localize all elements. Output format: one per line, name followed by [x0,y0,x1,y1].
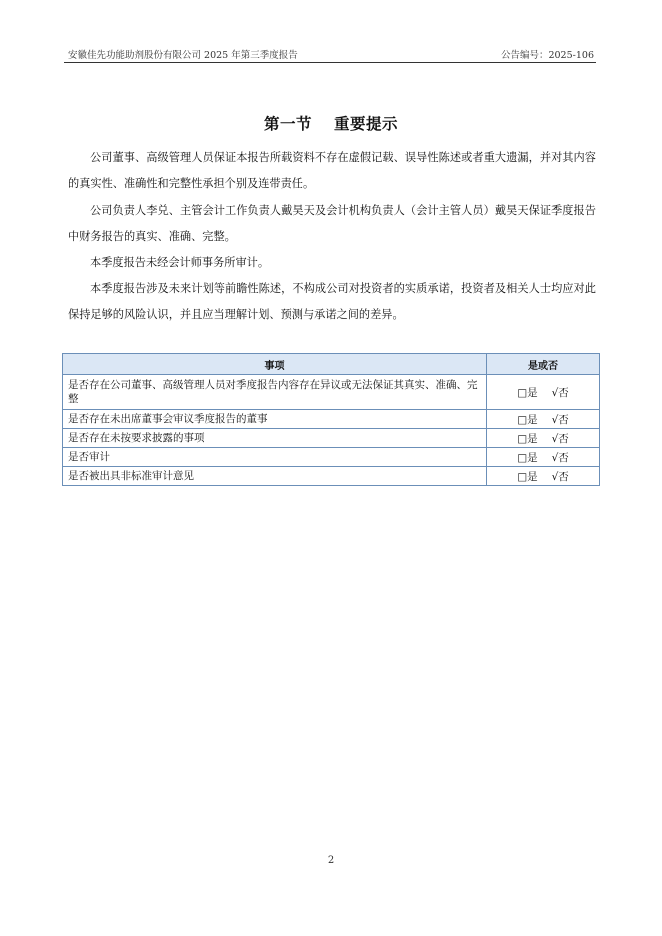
header-report-title: 安徽佳先功能助剂股份有限公司 2025 年第三季度报告 [68,50,298,61]
yes-checkbox: □是 [517,451,538,464]
no-checkmark: √否 [551,413,569,426]
table-row [63,448,600,467]
yes-checkbox: □是 [517,432,538,445]
row-item: 是否被出具非标准审计意见 [63,467,487,486]
row-item: 是否存在未按要求披露的事项 [63,429,487,448]
header-yes-no: 是或否 [487,354,600,375]
table-row [63,410,600,429]
no-checkmark: √否 [551,470,569,483]
table-row [63,467,600,486]
no-checkmark: √否 [551,432,569,445]
section-title [0,112,662,134]
row-item: 是否存在未出席董事会审议季度报告的董事 [63,410,487,429]
no-checkmark: √否 [551,386,569,399]
no-checkmark: √否 [551,451,569,464]
yes-checkbox: □是 [517,470,538,483]
row-item: 是否存在公司董事、高级管理人员对季度报告内容存在异议或无法保证其真实、准确、完整 [63,375,487,410]
yes-checkbox: □是 [517,386,538,399]
yes-checkbox: □是 [517,413,538,426]
header-item: 事项 [63,354,487,375]
row-item: 是否审计 [63,448,487,467]
paragraph-unaudited: 本季度报告未经会计师事务所审计。 [90,256,270,269]
page-number: 2 [327,855,335,866]
row-answer [487,467,600,486]
row-answer [487,448,600,467]
table-row [63,375,600,410]
paragraph-financial-guarantee: 公司负责人李兑、主管会计工作负责人戴昊天及会计机构负责人（会计主管人员）戴昊天保证季度报告中财务报告的真实、准确、完整。 [68,204,596,243]
paragraph-forward-looking: 本季度报告涉及未来计划等前瞻性陈述，不构成公司对投资者的实质承诺，投资者及相关人士均应对此保持足够的风险认识，并且应当理解计划、预测与承诺之间的差异。 [68,282,596,321]
confirmation-table [62,353,600,486]
table-header-row [63,354,600,375]
row-answer [487,410,600,429]
table-row [63,429,600,448]
section-number: 第一节 [263,115,312,133]
page-header [64,44,596,63]
section-heading: 重要提示 [334,115,399,133]
row-answer [487,429,600,448]
paragraph-director-guarantee: 公司董事、高级管理人员保证本报告所载资料不存在虚假记载、误导性陈述或者重大遗漏，并对其内容的真实性、准确性和完整性承担个别及连带责任。 [68,151,596,190]
header-announcement-number: 公告编号：2025-106 [500,50,594,61]
row-answer [487,375,600,410]
